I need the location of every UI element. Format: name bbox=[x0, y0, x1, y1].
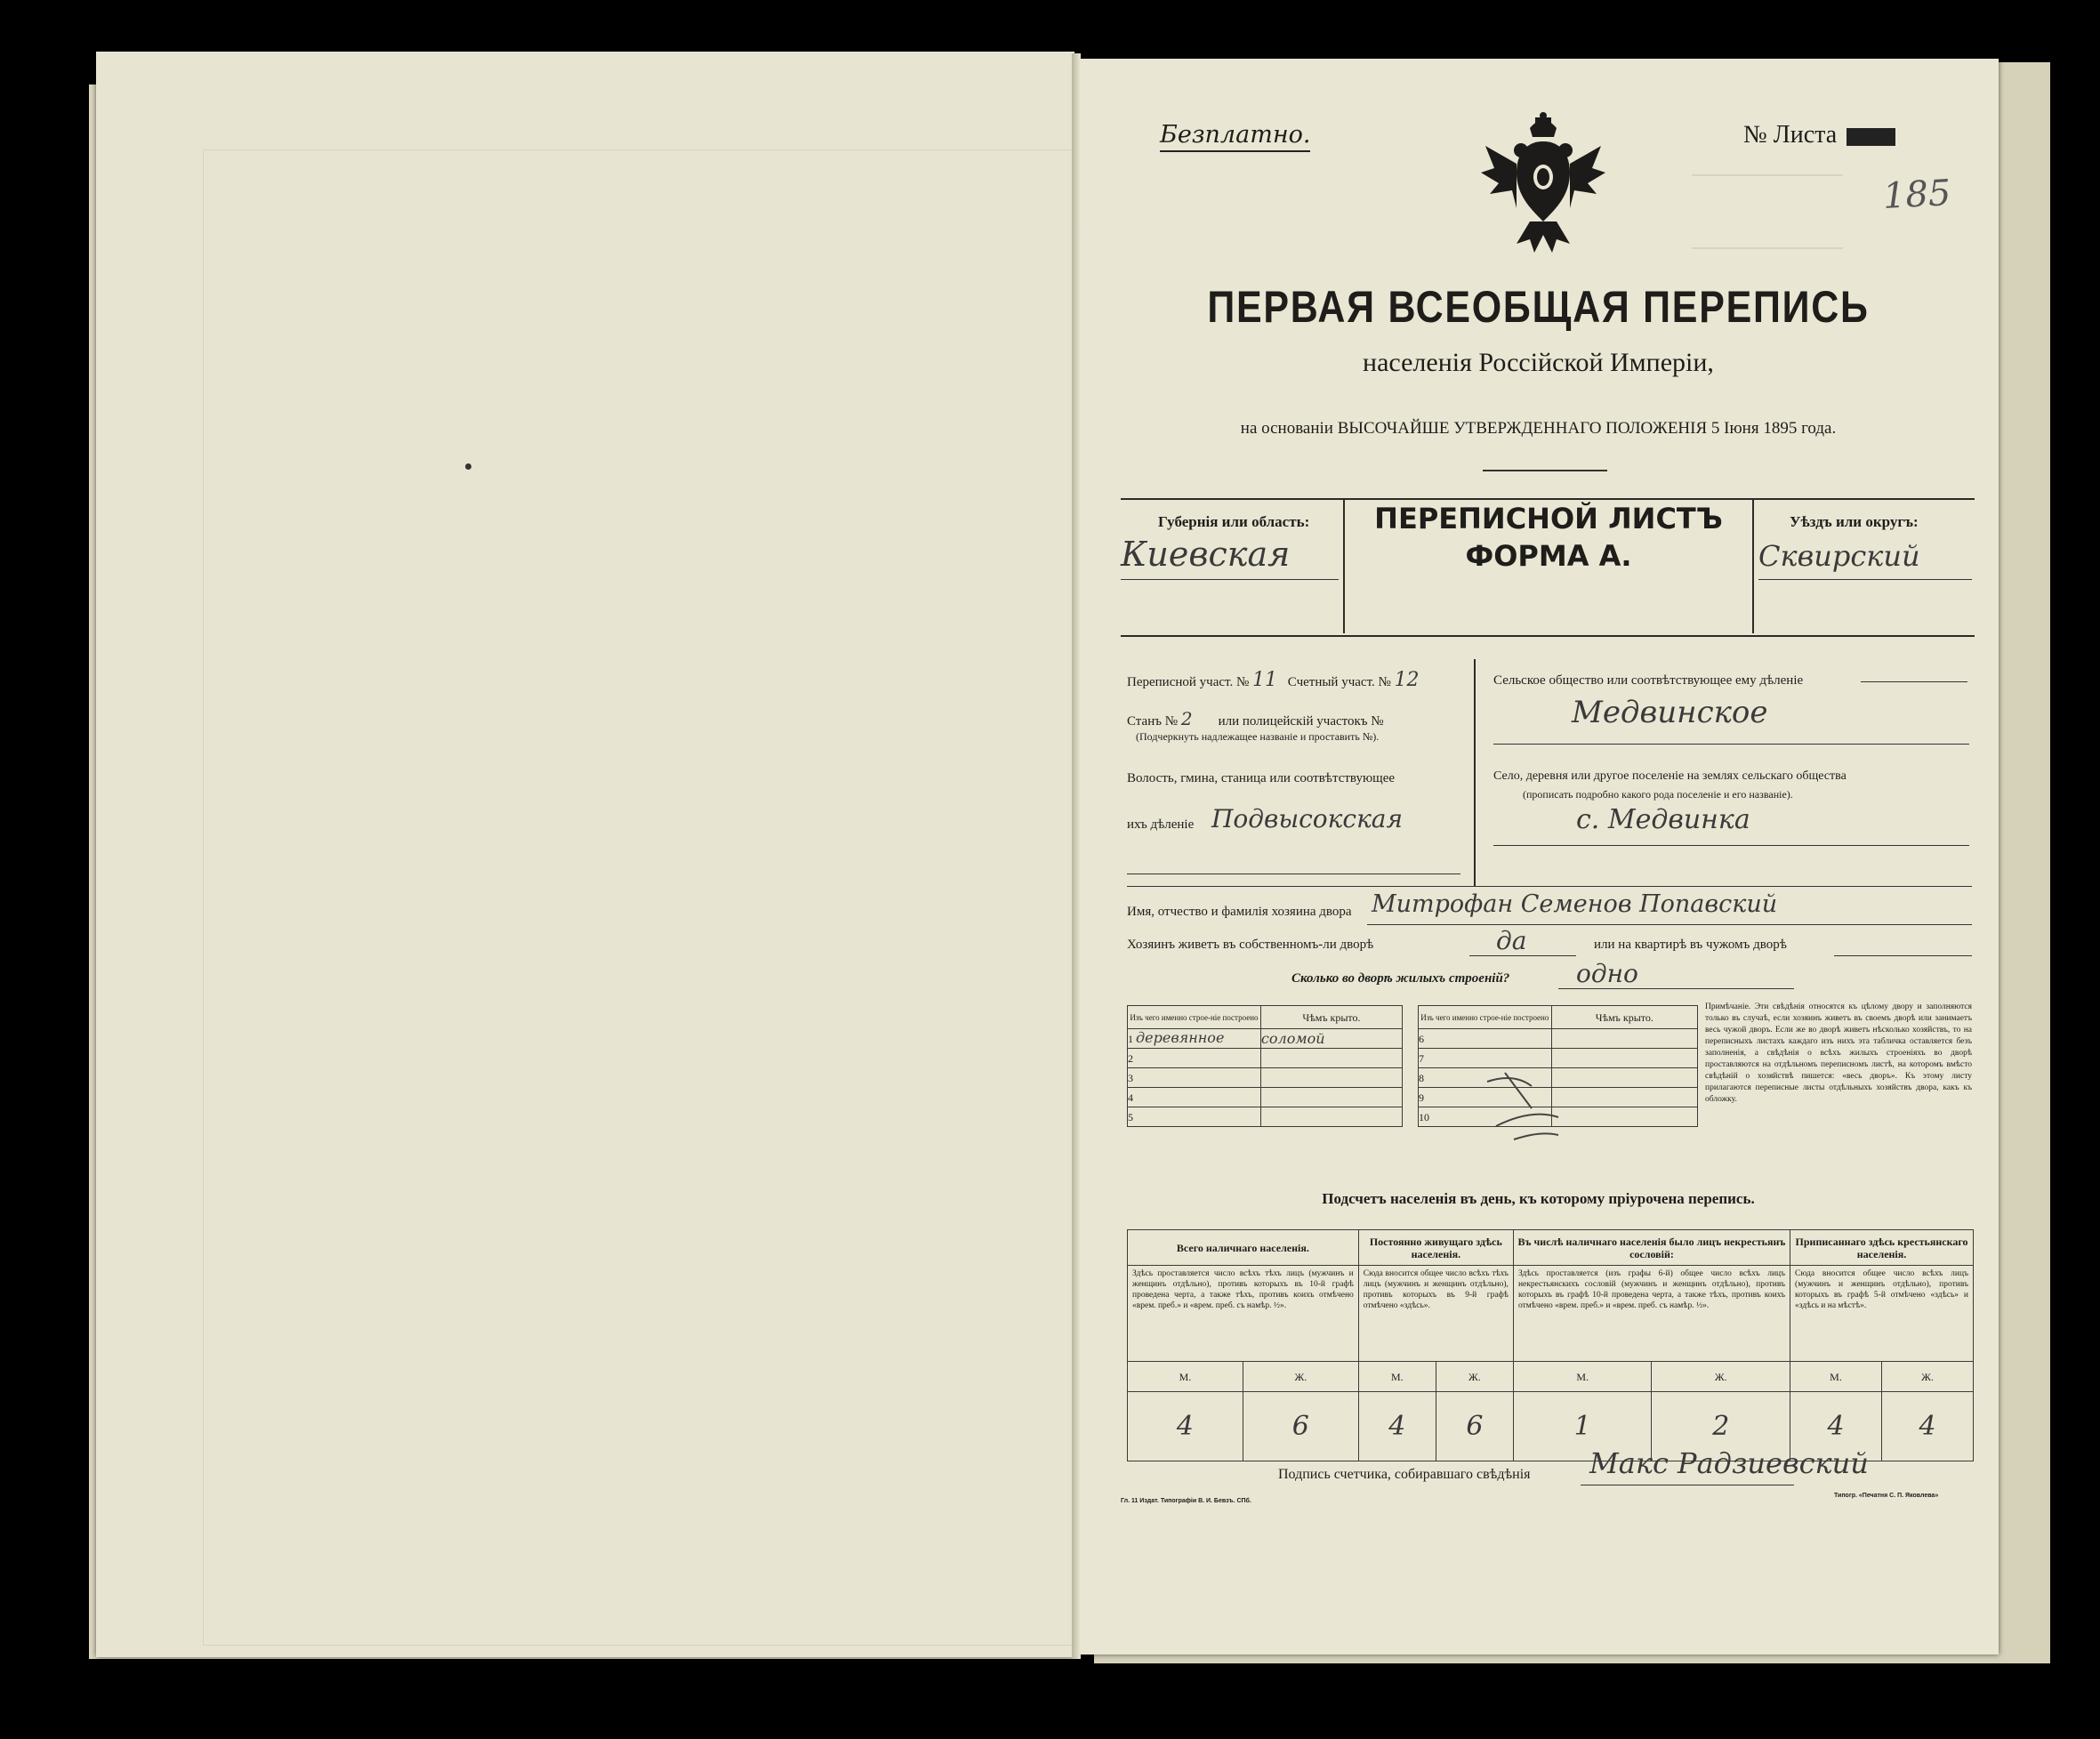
table-row bbox=[1128, 1049, 1261, 1068]
census-district-label: Переписной участ. № bbox=[1127, 675, 1250, 689]
form-title-line-1: ПЕРЕПИСНОЙ ЛИСТЪ bbox=[1374, 502, 1723, 535]
left-page-dot bbox=[465, 463, 471, 470]
signature-label: Подпись счетчика, собиравшаго свѣдѣнія bbox=[1278, 1467, 1531, 1482]
pop-value: 4 bbox=[1128, 1392, 1243, 1461]
pop-group-3-desc: Здѣсь проставляется (изъ графы 6-й) общее число всѣхъ лицъ некрестьянскихъ сословій (мужчинъ и женщинъ отдѣльно), противъ которыхъ въ графѣ 10-й проведена черта, а также тѣхъ, противъ коихъ отмѣчено «врем. преб.» и «врем. преб. съ намѣр. ½». bbox=[1513, 1266, 1790, 1362]
census-subtitle: населенія Россійской Имперіи, bbox=[1363, 348, 1714, 377]
buildings-table-left bbox=[1127, 1005, 1403, 1127]
own-yard-line bbox=[1469, 955, 1576, 956]
village-line bbox=[1493, 845, 1969, 846]
pop-group-3-title: Въ числѣ наличнаго населенія было лицъ некрестьянъ сословій: bbox=[1513, 1230, 1790, 1266]
row-number: 2 bbox=[1128, 1051, 1133, 1065]
pop-group-4-desc: Сюда вносится общее число всѣхъ лицъ (мужчинъ и женщинъ отдѣльно), противъ которыхъ въ графѣ 5-й отмѣчено «здѣсь» и «здѣсь и на мѣстѣ». bbox=[1790, 1266, 1974, 1362]
footer-left-imprint: Гл. 11 Издат. Типографiи В. И. Бевзъ. СПб. bbox=[1121, 1498, 1251, 1504]
owner-label: Имя, отчество и фамилія хозяина двора bbox=[1127, 905, 1352, 919]
fields-bottom-line bbox=[1127, 886, 1972, 887]
row-number: 3 bbox=[1128, 1071, 1133, 1084]
population-table bbox=[1127, 1229, 1974, 1461]
pop-group-2-desc: Сюда вносится общее число всѣхъ тѣхъ лицъ (мужчинъ и женщинъ отдѣльно), противъ которыхъ въ 9-й графѣ отмѣчено «здѣсь». bbox=[1358, 1266, 1513, 1362]
province-label: Губернія или область: bbox=[1158, 513, 1310, 530]
table-row bbox=[1128, 1068, 1261, 1088]
sub-f: Ж. bbox=[1652, 1362, 1790, 1392]
village-note: (прописать подробно какого рода поселеніе и его названіе). bbox=[1523, 788, 1793, 801]
census-district-row bbox=[1127, 669, 1420, 691]
pop-value: 6 bbox=[1243, 1392, 1358, 1461]
society-label: Сельское общество или соотвѣтствующее ему дѣленіе bbox=[1493, 673, 1804, 688]
pop-value: 4 bbox=[1358, 1392, 1436, 1461]
sub-m: М. bbox=[1128, 1362, 1243, 1392]
pop-group-1-desc: Здѣсь проставляется число всѣхъ тѣхъ лицъ (мужчинъ и женщинъ отдѣльно), противъ которыхъ въ 10-й графѣ проведена черта, а также тѣхъ, противъ коихъ отмѣчено «врем. преб.» и «врем. преб. съ намѣр. ½». bbox=[1128, 1266, 1359, 1362]
row-number: 6 bbox=[1419, 1032, 1424, 1045]
census-form-page bbox=[1078, 59, 1999, 1654]
county-line bbox=[1758, 579, 1972, 580]
row-number: 5 bbox=[1128, 1110, 1133, 1123]
rented-line bbox=[1834, 955, 1972, 956]
volost-value: Подвысокская bbox=[1211, 804, 1404, 833]
pop-group-1-title: Всего наличнаго населенія. bbox=[1128, 1230, 1359, 1266]
row-number: 7 bbox=[1419, 1051, 1424, 1065]
volost-label: Волость, гмина, станица или соотвѣтствующее bbox=[1127, 771, 1396, 785]
fields-divider bbox=[1474, 659, 1476, 886]
society-value: Медвинское bbox=[1572, 695, 1768, 730]
sub-f: Ж. bbox=[1243, 1362, 1358, 1392]
table-row bbox=[1419, 1029, 1552, 1049]
left-page bbox=[96, 52, 1074, 1657]
left-page-ghost-border bbox=[203, 149, 1076, 1646]
province-value: Киевская bbox=[1121, 535, 1291, 574]
pop-value: 4 bbox=[1790, 1392, 1882, 1461]
sheet-number-value: 185 bbox=[1881, 173, 1952, 217]
buildings-value: одно bbox=[1576, 959, 1638, 988]
census-legal-basis: на основаніи ВЫСОЧАЙШЕ УТВЕРЖДЕННАГО ПОЛОЖЕНІЯ 5 Іюня 1895 года. bbox=[1240, 419, 1837, 438]
row-number: 10 bbox=[1419, 1110, 1429, 1123]
table-row bbox=[1128, 1088, 1261, 1107]
pop-value: 2 bbox=[1652, 1392, 1790, 1461]
row-number: 4 bbox=[1128, 1091, 1133, 1104]
row-roof bbox=[1260, 1088, 1402, 1107]
population-heading: Подсчетъ населенія въ день, къ которому пріурочена перепись. bbox=[1322, 1190, 1755, 1207]
rented-label: или на квартирѣ въ чужомъ дворѣ bbox=[1594, 938, 1787, 952]
table-row bbox=[1128, 1029, 1261, 1049]
sheet-number-label bbox=[1743, 121, 1895, 149]
society-label-line bbox=[1861, 681, 1967, 682]
signature-value: Макс Радзиевский bbox=[1589, 1446, 1869, 1480]
buildings-col-roof-2: Чѣмъ крыто. bbox=[1551, 1006, 1697, 1029]
row-number: 1 bbox=[1128, 1033, 1133, 1045]
imperial-eagle-emblem bbox=[1476, 110, 1610, 262]
buildings-note: Примѣчаніе. Эти свѣдѣнія относятся къ цѣлому двору и заполняются только въ случаѣ, если хозяинъ живетъ въ своемъ дворѣ или занимаетъ весь чужой дворъ. Если же во дворѣ живетъ нѣсколько хозяйствъ, то на переписныхъ листахъ каждаго изъ нихъ эта табличка оставляется безъ заполненія, а свѣдѣнія о всѣхъ жилыхъ строеніяхъ во дворѣ проставляются на отдѣльномъ переписномъ листѣ, на которомъ вмѣсто свѣдѣній о хозяйствѣ пишется: «весь дворъ». Къ этому листу прилагаются переписные листы отдѣльныхъ хозяйствъ двора, какъ къ обложку. bbox=[1705, 1002, 1972, 1104]
pop-value: 1 bbox=[1513, 1392, 1652, 1461]
county-label: Уѣздъ или округъ: bbox=[1790, 513, 1919, 530]
count-district-label: Счетный участ. № bbox=[1287, 675, 1391, 689]
count-district-value: 12 bbox=[1394, 669, 1420, 691]
free-label: Безплатно. bbox=[1160, 121, 1310, 152]
stan-label: Станъ № bbox=[1127, 714, 1179, 729]
sheet-number-text: № Листа bbox=[1743, 121, 1838, 149]
sub-m: М. bbox=[1790, 1362, 1882, 1392]
form-box-divider-right bbox=[1752, 498, 1754, 633]
sub-m: М. bbox=[1513, 1362, 1652, 1392]
row-roof bbox=[1260, 1068, 1402, 1088]
police-label: или полицейскій участокъ № bbox=[1218, 714, 1384, 729]
village-label: Село, деревня или другое поселеніе на землях сельскаго общества bbox=[1493, 769, 1847, 783]
stan-value: 2 bbox=[1180, 708, 1193, 729]
row-roof bbox=[1260, 1107, 1402, 1127]
buildings-table-scribble bbox=[1478, 1059, 1603, 1152]
province-line bbox=[1121, 579, 1339, 580]
sub-f: Ж. bbox=[1882, 1362, 1974, 1392]
buildings-col-material-2: Изъ чего именно строе-ніе построено bbox=[1419, 1006, 1552, 1029]
stan-row bbox=[1127, 708, 1384, 729]
sheet-number-stamp bbox=[1847, 128, 1895, 146]
row-roof bbox=[1260, 1049, 1402, 1068]
binding-gutter bbox=[1072, 53, 1081, 1659]
owner-line bbox=[1367, 924, 1972, 925]
pop-value: 4 bbox=[1882, 1392, 1974, 1461]
pop-value: 6 bbox=[1436, 1392, 1513, 1461]
own-yard-label: Хозяинъ живетъ въ собственномъ-ли дворѣ bbox=[1127, 938, 1374, 952]
society-line bbox=[1493, 744, 1969, 745]
own-yard-value: да bbox=[1496, 926, 1527, 955]
census-district-value: 11 bbox=[1252, 669, 1278, 691]
form-title-line-2: ФОРМА А. bbox=[1465, 539, 1632, 573]
ornament-divider bbox=[1483, 470, 1607, 471]
county-value: Сквирский bbox=[1758, 539, 1920, 573]
buildings-label: Сколько во дворѣ жилыхъ строеній? bbox=[1291, 971, 1510, 986]
pop-group-4-title: Приписаннаго здѣсь крестьянскаго населенія. bbox=[1790, 1230, 1974, 1266]
buildings-col-material: Изъ чего именно строе-ніе построено bbox=[1128, 1006, 1261, 1029]
village-value: с. Медвинка bbox=[1576, 804, 1750, 835]
row-material: деревянное bbox=[1136, 1029, 1225, 1046]
row-roof bbox=[1551, 1029, 1697, 1049]
volost-label-2: ихъ дѣленіе bbox=[1127, 817, 1195, 832]
sub-m: М. bbox=[1358, 1362, 1436, 1392]
row-number: 8 bbox=[1419, 1071, 1424, 1084]
row-number: 9 bbox=[1419, 1091, 1424, 1104]
pop-group-2-title: Постоянно живущаго здѣсь населенія. bbox=[1358, 1230, 1513, 1266]
census-main-title: ПЕРВАЯ ВСЕОБЩАЯ ПЕРЕПИСЬ bbox=[1207, 282, 1870, 332]
bleed-through bbox=[1692, 174, 1843, 249]
footer-right-imprint: Типогр. «Печатня С. П. Яковлева» bbox=[1834, 1493, 1939, 1499]
row-roof: соломой bbox=[1260, 1029, 1402, 1049]
buildings-line bbox=[1558, 988, 1794, 989]
police-note: (Подчеркнуть надлежащее названіе и проставить №). bbox=[1136, 730, 1380, 743]
buildings-col-roof: Чѣмъ крыто. bbox=[1260, 1006, 1402, 1029]
owner-value: Митрофан Семенов Попавский bbox=[1372, 890, 1778, 918]
sub-f: Ж. bbox=[1436, 1362, 1513, 1392]
table-row bbox=[1128, 1107, 1261, 1127]
